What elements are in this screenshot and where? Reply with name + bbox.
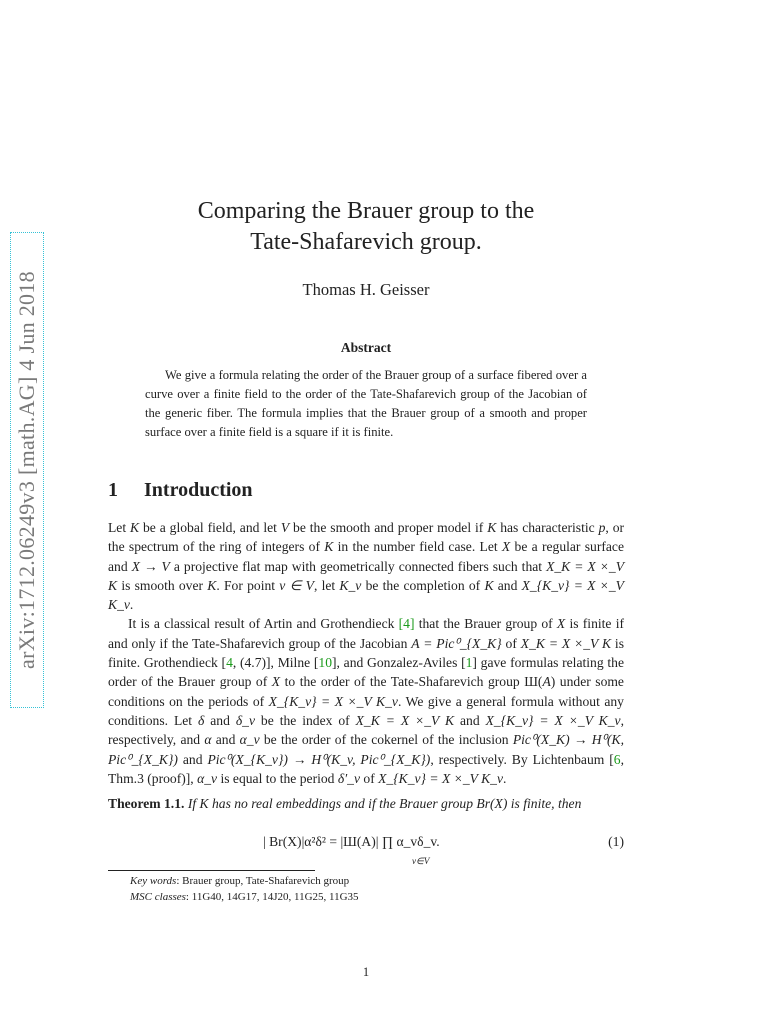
section-heading <box>108 479 253 502</box>
arxiv-stamp[interactable] <box>10 232 44 708</box>
section-number: 1 <box>108 479 118 501</box>
footnote-rule <box>108 870 315 871</box>
paper-title <box>108 196 624 258</box>
citation-link[interactable]: 6 <box>613 751 621 767</box>
section-title: Introduction <box>144 479 253 501</box>
abstract-body: We give a formula relating the order of the Brauer group of a surface fibered over a curve over a finite field to the order of the Tate-Shafarevich group of the Jacobian of the generic fiber. The formula implies that the Brauer group of a smooth and proper surface over a finite field is a square if it is finite. <box>145 368 587 439</box>
citation-link[interactable]: 4 <box>226 655 233 671</box>
citation-link[interactable]: [4] <box>398 616 415 632</box>
page-number: 1 <box>362 965 370 979</box>
theorem-label: Theorem 1.1. <box>108 796 185 811</box>
title-line-2: Tate-Shafarevich group. <box>250 229 482 255</box>
equation-formula: | Br(X)|α²δ² = |Ш(A)| ∏ α_vδ_v. <box>263 834 440 849</box>
author-name: Thomas H. Geisser <box>302 280 430 299</box>
msc-footnote: MSC classes: 11G40, 14G17, 14J20, 11G25, 11G35 <box>130 890 359 903</box>
intro-paragraph-2: It is a classical result of Artin and Grothendieck [4] that the Brauer group of X is finite if and only if the Tate-Shafarevich group of the Jacobian A = Pic⁰_{X_K} of X_K = X ×_V K is finite. Grothendieck [4, (4.7)], Milne [10], and Gonzalez-Aviles [1] gave formulas relating the order of the Brauer group of X to the order of the Tate-Shafarevich group Ш(A) under some conditions on the periods of X_{K_v} = X ×_V K_v. We give a general formula without any conditions. Let δ and δ_v be the index of X_K = X ×_V K and X_{K_v} = X ×_V K_v, respectively, and α and α_v be the order of the cokernel of the inclusion Pic⁰(X_K) → H⁰(K, Pic⁰_{X_K}) and Pic⁰(X_{K_v}) → H⁰(K_v, Pic⁰_{X_K}), respectively. By Lichtenbaum [6, Thm.3 (proof)], α_v is equal to the period δ′_v of X_{K_v} = X ×_V K_v. <box>108 616 624 786</box>
citation-link[interactable]: 10 <box>318 655 333 671</box>
theorem-body: If K has no real embeddings and if the Brauer group Br(X) is finite, then <box>187 796 582 811</box>
citation-link[interactable]: 1 <box>465 655 473 671</box>
product-index: v∈V <box>412 856 430 866</box>
introduction-body <box>108 518 624 788</box>
theorem-statement <box>108 794 624 813</box>
abstract-heading: Abstract <box>340 340 392 355</box>
arxiv-identifier[interactable]: arXiv:1712.06249v3 [math.AG] 4 Jun 2018 <box>14 271 39 669</box>
intro-paragraph-1: Let K be a global field, and let V be the smooth and proper model if K has characteristic p, or the spectrum of the ring of integers of K in the number field case. Let X be a regular surface and X → V a projective flat map with geometrically connected fibers such that X_K = X ×_V K is smooth over K. For point v ∈ V, let K_v be the completion of K and X_{K_v} = X ×_V K_v. <box>108 520 625 613</box>
title-line-1: Comparing the Brauer group to the <box>197 198 535 224</box>
equation-number: (1) <box>608 834 624 849</box>
display-equation <box>108 830 624 870</box>
footnotes <box>130 874 610 905</box>
keywords-footnote: Key words: Brauer group, Tate-Shafarevich group <box>130 875 350 887</box>
